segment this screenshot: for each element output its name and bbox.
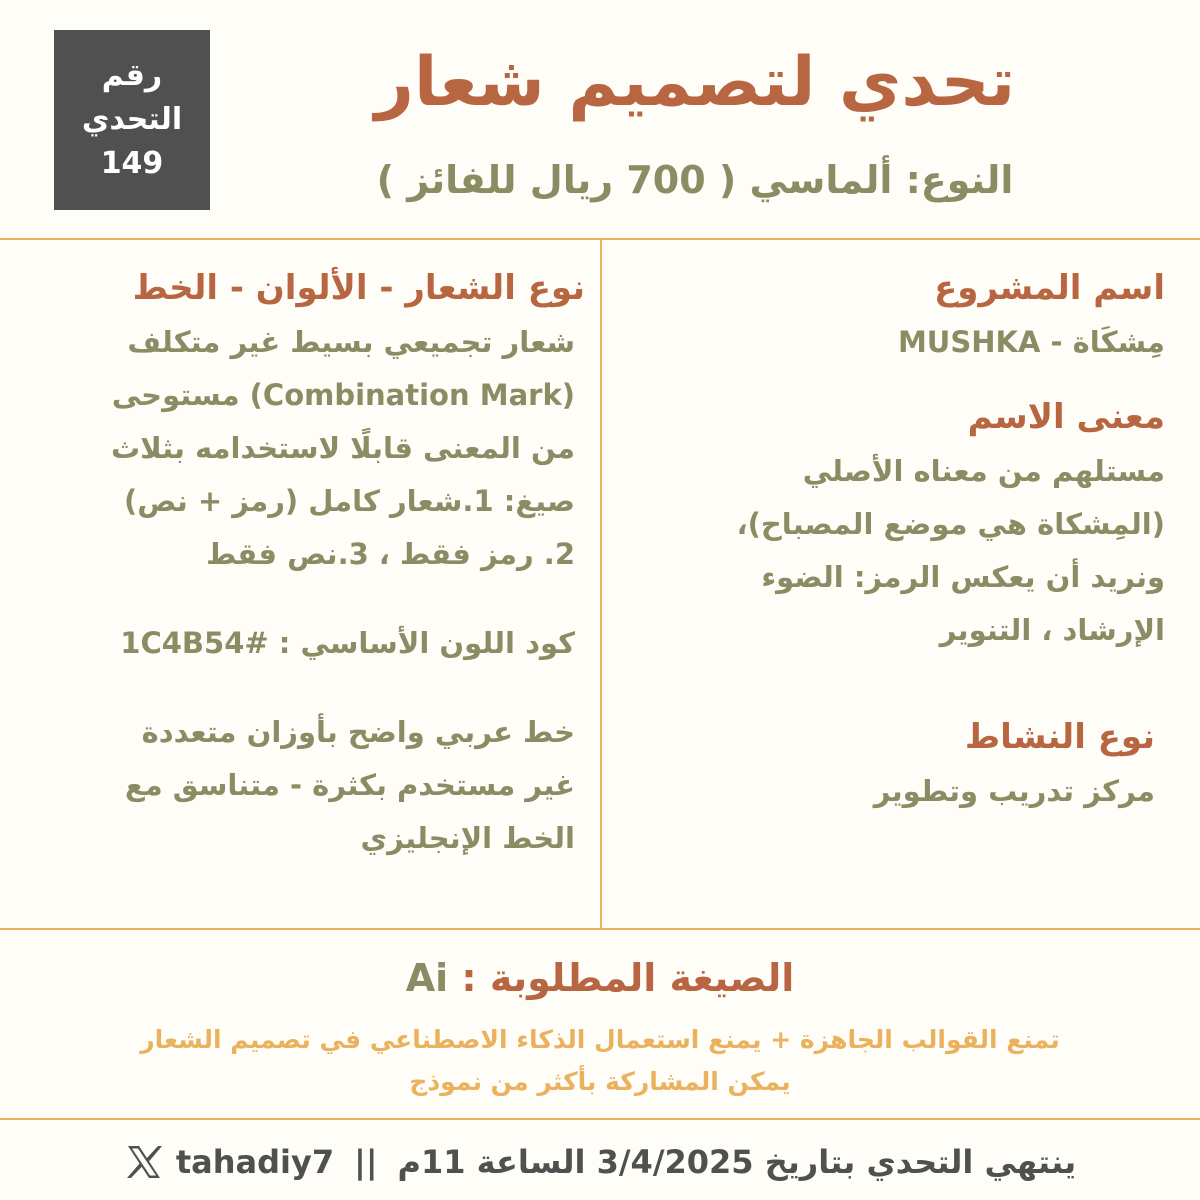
logo-type-line: 2. رمز فقط ، 3.نص فقط bbox=[206, 537, 575, 571]
footer bbox=[0, 1134, 1200, 1190]
badge-label-1: رقم bbox=[101, 58, 163, 93]
page-title: تحدي لتصميم شعار bbox=[374, 43, 1016, 122]
rules-note: تمنع القوالب الجاهزة + يمنع استعمال الذكاء الاصطناعي في تصميم الشعار bbox=[140, 1025, 1060, 1054]
name-meaning-line: (المِشكاة هي موضع المصباح)، bbox=[736, 507, 1165, 541]
name-meaning-line: الإرشاد ، التنوير bbox=[939, 613, 1165, 647]
badge-label-2: التحدي bbox=[81, 102, 183, 137]
font-requirement-line: الخط الإنجليزي bbox=[360, 821, 575, 855]
deadline-text: ينتهي التحدي بتاريخ 3/4/2025 الساعة 11م bbox=[397, 1143, 1077, 1181]
footer-divider bbox=[0, 1118, 1200, 1120]
footer-separator: || bbox=[354, 1143, 378, 1181]
project-name: مِشكَاة - MUSHKA bbox=[897, 325, 1165, 359]
logo-type-line: (Combination Mark) مستوحى bbox=[111, 378, 575, 412]
project-name-heading: اسم المشروع bbox=[934, 268, 1165, 308]
required-format bbox=[0, 945, 1200, 1011]
logo-type-heading: نوع الشعار - الألوان - الخط bbox=[132, 268, 585, 308]
required-format-value: Ai bbox=[405, 956, 449, 1000]
name-meaning-line: ونريد أن يعكس الرمز: الضوء bbox=[761, 560, 1165, 594]
badge-number: 149 bbox=[100, 146, 164, 181]
required-format-label: الصيغة المطلوبة : bbox=[461, 956, 795, 1000]
challenge-number-badge bbox=[54, 30, 210, 210]
bottom-divider bbox=[0, 928, 1200, 930]
name-meaning-line: مستلهم من معناه الأصلي bbox=[802, 454, 1165, 488]
logo-requirements-column bbox=[30, 260, 585, 865]
logo-type-line: صيغ: 1.شعار كامل (رمز + نص) bbox=[124, 484, 575, 518]
primary-color-code: كود اللون الأساسي : 1C4B54# bbox=[120, 626, 575, 660]
logo-type-line: من المعنى قابلًا لاستخدامه بثلاث bbox=[110, 431, 575, 465]
font-requirement-line: غير مستخدم بكثرة - متناسق مع bbox=[124, 768, 575, 802]
font-requirement-line: خط عربي واضح بأوزان متعددة bbox=[141, 715, 575, 749]
logo-type-line: شعار تجميعي بسيط غير متكلف bbox=[127, 325, 575, 359]
name-meaning-heading: معنى الاسم bbox=[967, 397, 1165, 437]
activity-type: مركز تدريب وتطوير bbox=[873, 774, 1155, 808]
column-divider bbox=[600, 240, 602, 928]
social-handle[interactable] bbox=[124, 1142, 334, 1182]
project-info-column bbox=[630, 260, 1165, 818]
challenge-type: النوع: ألماسي ( 700 ريال للفائز ) bbox=[376, 158, 1014, 202]
x-logo-icon bbox=[124, 1142, 164, 1182]
activity-type-heading: نوع النشاط bbox=[964, 717, 1155, 757]
handle-text: tahadiy7 bbox=[175, 1143, 335, 1181]
rules-note: يمكن المشاركة بأكثر من نموذج bbox=[409, 1067, 791, 1096]
